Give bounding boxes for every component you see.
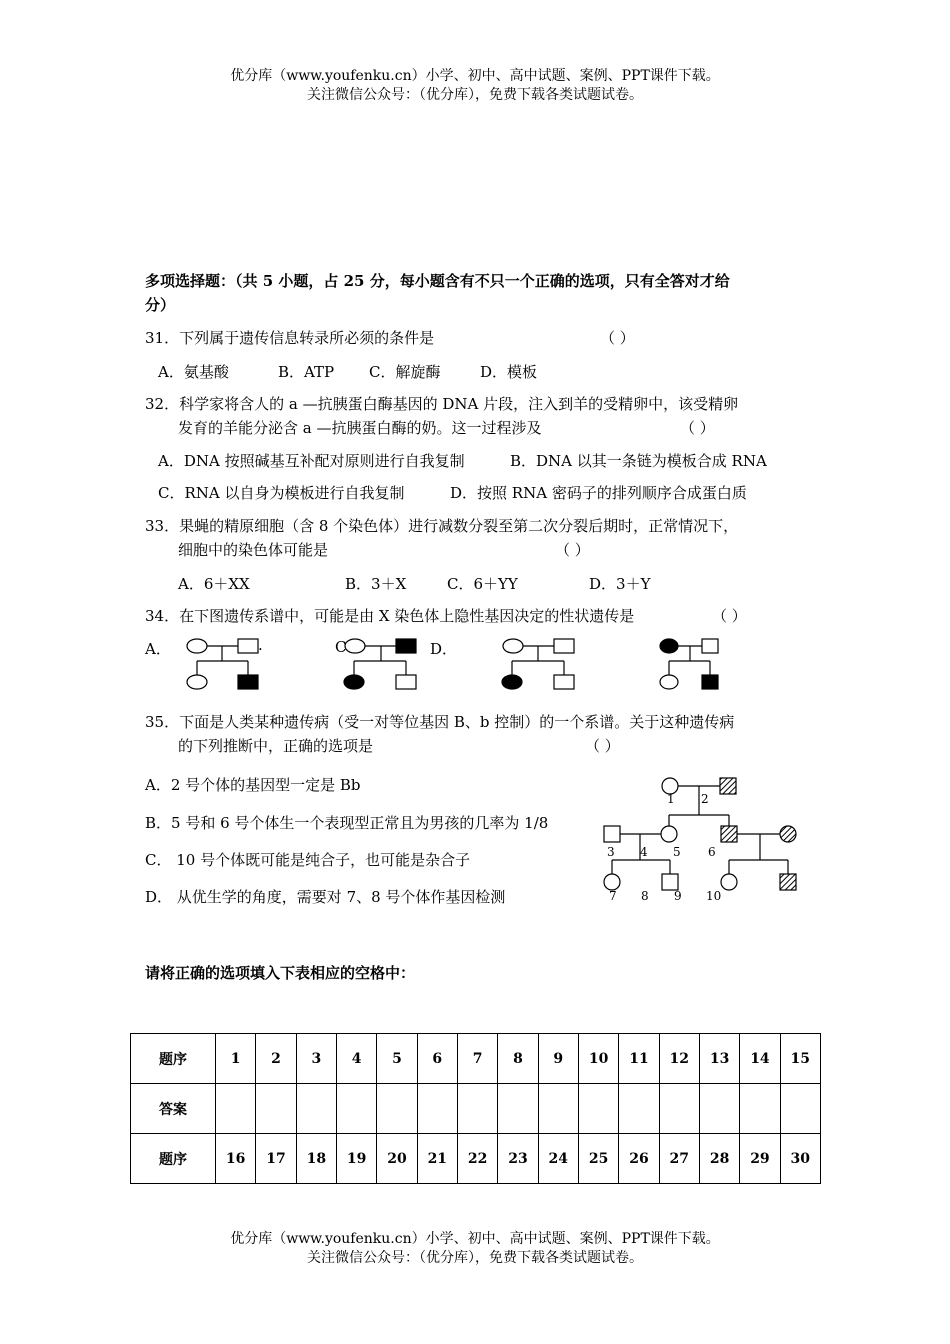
q35-option-b: B．5 号和 6 号个体生一个表现型正常且为男孩的几率为 1/8 (145, 814, 549, 832)
question-number: 23 (498, 1134, 538, 1184)
question-number: 9 (538, 1034, 578, 1084)
q35-stem-cont: 的下列推断中，正确的选项是 (178, 737, 374, 755)
female-affected-icon (502, 675, 522, 689)
q33-answer-paren: （ ） (555, 541, 590, 559)
q35-option-c: C． 10 号个体既可能是纯合子，也可能是杂合子 (145, 851, 471, 869)
pedigree-number: 10 (706, 889, 722, 903)
answer-cell[interactable] (336, 1084, 376, 1134)
question-number: 2 (256, 1034, 296, 1084)
q34-label-a: A． (145, 640, 171, 658)
question-number: 16 (216, 1134, 256, 1184)
question-number: 30 (780, 1134, 820, 1184)
q33-option-c: C．6＋YY (447, 575, 518, 593)
question-number: 7 (457, 1034, 497, 1084)
q33-option-a: A．6＋XX (178, 575, 250, 593)
pedigree-number: 2 (701, 792, 709, 806)
pedigree-number: 7 (609, 889, 617, 903)
male-normal-icon (554, 639, 574, 653)
female-normal-icon (187, 639, 207, 653)
male-normal-icon (702, 639, 718, 653)
q35-stem: 35．下面是人类某种遗传病（受一对等位基因 B、b 控制）的一个系谱。关于这种遗传病 (145, 713, 735, 731)
pedigree-number: 3 (607, 845, 615, 859)
question-number: 18 (296, 1134, 336, 1184)
answer-cell[interactable] (296, 1084, 336, 1134)
question-number: 3 (296, 1034, 336, 1084)
q34-label-c: C (335, 638, 347, 656)
answer-table (130, 1033, 821, 1184)
pedigree-number: 9 (674, 889, 682, 903)
q34-pedigree-a (187, 639, 258, 689)
q35-option-a: A．2 号个体的基因型一定是 Bb (145, 776, 361, 794)
female-normal-icon (661, 826, 677, 842)
answer-cell[interactable] (659, 1084, 699, 1134)
q33-stem: 33．果蝇的精原细胞（含 8 个染色体）进行减数分裂至第二次分裂后期时，正常情况下， (145, 517, 739, 535)
table-row (131, 1034, 821, 1084)
q31-stem: 31．下列属于遗传信息转录所必须的条件是 (145, 329, 435, 347)
q32-option-a: A．DNA 按照碱基互补配对原则进行自我复制 (158, 452, 465, 470)
row-label: 题序 (131, 1034, 216, 1084)
q33-stem-cont: 细胞中的染色体可能是 (178, 541, 329, 559)
question-number: 17 (256, 1134, 296, 1184)
male-affected-icon (702, 675, 718, 689)
q32-option-b: B．DNA 以其一条链为模板合成 RNA (510, 452, 767, 470)
section-title: 多项选择题：（共 5 小题，占 25 分，每小题含有不只一个正确的选项，只有全答对才给 (145, 272, 730, 290)
fill-instruction: 请将正确的选项填入下表相应的空格中： (145, 964, 416, 982)
pedigree-number: 5 (673, 845, 681, 859)
pedigree-number: 4 (640, 845, 648, 859)
page-footer-line1: 优分库（www.youfenku.cn）小学、初中、高中试题、案例、PPT课件下载。 (230, 1231, 720, 1247)
q31-option-c: C．解旋酶 (369, 363, 441, 381)
male-normal-icon (662, 874, 678, 890)
male-normal-icon (238, 639, 258, 653)
female-affected-icon (344, 675, 364, 689)
question-number: 29 (740, 1134, 780, 1184)
q35-answer-paren: （ ） (585, 737, 620, 755)
male-affected-icon (721, 826, 737, 842)
answer-cell[interactable] (377, 1084, 417, 1134)
q34-stem: 34．在下图遗传系谱中，可能是由 X 染色体上隐性基因决定的性状遗传是 (145, 607, 635, 625)
q31-option-d: D．模板 (480, 363, 538, 381)
q31-option-a: A．氨基酸 (158, 363, 229, 381)
answer-cell[interactable] (578, 1084, 618, 1134)
q32-stem: 32．科学家将含人的 a —抗胰蛋白酶基因的 DNA 片段，注入到羊的受精卵中，该受精卵 (145, 395, 739, 413)
male-affected-icon (396, 639, 416, 653)
female-affected-icon (660, 639, 678, 653)
female-normal-icon (604, 874, 620, 890)
answer-cell[interactable] (256, 1084, 296, 1134)
row-label: 答案 (131, 1084, 216, 1134)
q33-option-d: D．3＋Y (589, 575, 651, 593)
q34-pedigree-c (344, 639, 416, 689)
q32-option-d: D．按照 RNA 密码子的排列顺序合成蛋白质 (450, 484, 747, 502)
q34-answer-paren: （ ） (712, 607, 747, 625)
q32-answer-paren: （ ） (680, 419, 715, 437)
q35-option-d: D． 从优生学的角度，需要对 7、8 号个体作基因检测 (145, 888, 506, 906)
female-normal-icon (187, 675, 207, 689)
question-number: 10 (578, 1034, 618, 1084)
male-affected-icon (780, 874, 796, 890)
answer-cell[interactable] (538, 1084, 578, 1134)
q31-option-b: B．ATP (278, 363, 335, 381)
female-affected-icon (780, 826, 796, 842)
question-number: 4 (336, 1034, 376, 1084)
question-number: 14 (740, 1034, 780, 1084)
question-number: 13 (699, 1034, 739, 1084)
question-number: 20 (377, 1134, 417, 1184)
q33-option-b: B．3＋X (345, 575, 407, 593)
answer-cell[interactable] (699, 1084, 739, 1134)
female-normal-icon (660, 675, 678, 689)
female-normal-icon (503, 639, 523, 653)
answer-cell[interactable] (498, 1084, 538, 1134)
question-number: 12 (659, 1034, 699, 1084)
table-row (131, 1134, 821, 1184)
table-row (131, 1084, 821, 1134)
question-number: 21 (417, 1134, 457, 1184)
page-header-line2: 关注微信公众号：（优分库），免费下载各类试题试卷。 (307, 87, 643, 103)
question-number: 11 (619, 1034, 659, 1084)
section-title-cont: 分） (145, 296, 176, 314)
q31-answer-paren: （ ） (600, 329, 635, 347)
pedigree-number: 6 (708, 845, 716, 859)
question-number: 28 (699, 1134, 739, 1184)
pedigree-number: 1 (667, 792, 675, 806)
question-number: 5 (377, 1034, 417, 1084)
answer-cell[interactable] (417, 1084, 457, 1134)
male-affected-icon (720, 778, 736, 794)
question-number: 27 (659, 1134, 699, 1184)
q32-option-c: C．RNA 以自身为模板进行自我复制 (158, 484, 405, 502)
pedigree-number: 8 (641, 889, 649, 903)
answer-cell[interactable] (457, 1084, 497, 1134)
female-normal-icon (721, 874, 737, 890)
male-normal-icon (554, 675, 574, 689)
q34-pedigree-d2 (660, 639, 718, 689)
male-affected-icon (238, 675, 258, 689)
male-normal-icon (604, 826, 620, 842)
q34-label-d: D． (430, 640, 458, 658)
row-label: 题序 (131, 1134, 216, 1184)
answer-cell[interactable] (780, 1084, 820, 1134)
question-number: 24 (538, 1134, 578, 1184)
question-number: 8 (498, 1034, 538, 1084)
female-normal-icon (345, 639, 365, 653)
question-number: 22 (457, 1134, 497, 1184)
answer-cell[interactable] (740, 1084, 780, 1134)
male-normal-icon (396, 675, 416, 689)
q35-pedigree (604, 778, 796, 890)
page-footer-line2: 关注微信公众号：（优分库），免费下载各类试题试卷。 (307, 1250, 643, 1266)
question-number: 15 (780, 1034, 820, 1084)
answer-cell[interactable] (216, 1084, 256, 1134)
page-header-line1: 优分库（www.youfenku.cn）小学、初中、高中试题、案例、PPT课件下载。 (230, 68, 720, 84)
question-number: 25 (578, 1134, 618, 1184)
q34-pedigree-d1 (502, 639, 574, 689)
q34-label-b: . (258, 636, 263, 654)
question-number: 6 (417, 1034, 457, 1084)
question-number: 1 (216, 1034, 256, 1084)
q32-stem-cont: 发育的羊能分泌含 a —抗胰蛋白酶的奶。这一过程涉及 (178, 419, 542, 437)
question-number: 19 (336, 1134, 376, 1184)
answer-cell[interactable] (619, 1084, 659, 1134)
question-number: 26 (619, 1134, 659, 1184)
